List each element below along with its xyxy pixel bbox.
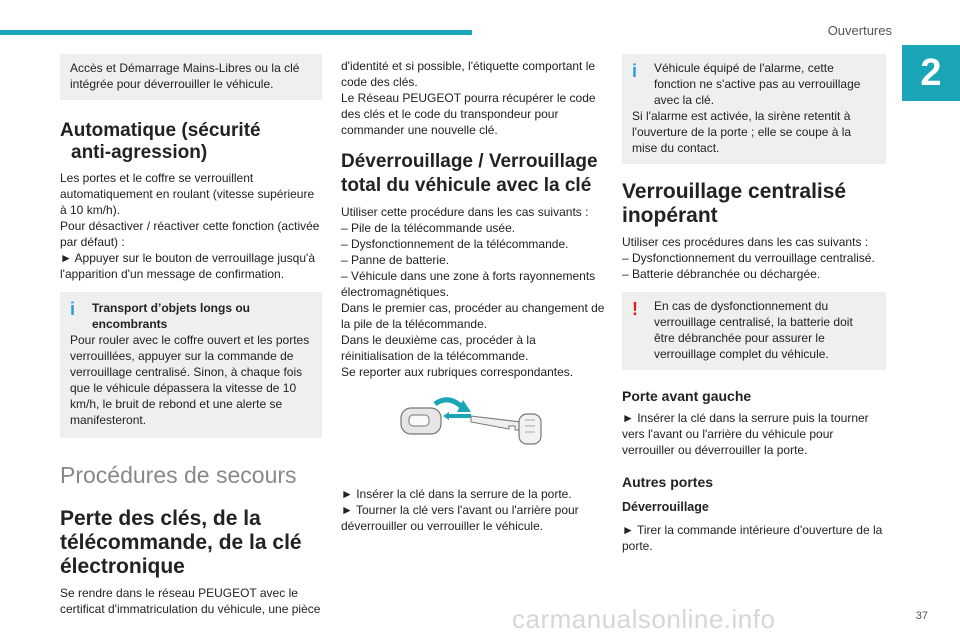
procedures-heading: Procédures de secours: [60, 462, 297, 488]
watermark-text: carmanualsonline.info: [512, 604, 776, 634]
section-title: Ouvertures: [827, 23, 892, 38]
lost-keys-heading: [60, 507, 322, 579]
front-door-heading: Porte avant gauche: [622, 388, 752, 404]
lost-keys-heading-line3: électronique: [60, 555, 185, 578]
warning-icon: !: [632, 299, 638, 319]
auto-heading-line1: Automatique (sécurité: [60, 120, 261, 141]
unlock-paragraph: ► Tirer la commande intérieure d'ouverture de la porte.: [622, 523, 883, 553]
total-unlock-heading-line2: total du véhicule avec la clé: [341, 175, 592, 196]
step-turn-key: ► Tourner la clé vers l'avant ou l'arrière pour déverrouiller ou verrouiller le véhicule.: [341, 503, 579, 533]
info-icon: i: [632, 61, 638, 81]
alarm-info-text-2: Si l'alarme est activée, la sirène retentit à l'ouverture de la porte ; elle se coupe à la mise du contact.: [632, 109, 852, 155]
auto-paragraph-1: Les portes et le coffre se verrouillent automatiquement en roulant (vitesse supérieure à 10 km/h).: [60, 171, 315, 217]
header-accent-bar: [0, 30, 472, 35]
case-item-3: – Panne de batterie.: [341, 253, 450, 267]
central-lock-heading-line1: Verrouillage centralisé: [622, 180, 847, 203]
auto-heading: [60, 120, 322, 164]
central-lock-item-1: – Dysfonctionnement du verrouillage centralisé.: [622, 251, 875, 265]
intro-note-box: [60, 54, 322, 100]
refer-instruction: Se reporter aux rubriques correspondantes.: [341, 365, 574, 379]
chapter-number-tab: 2: [902, 45, 960, 101]
front-door-paragraph: ► Insérer la clé dans la serrure puis la tourner vers l'avant ou l'arrière du véhicule pour verrouiller ou déverrouiller la porte.: [622, 411, 869, 457]
info-icon: i: [70, 299, 76, 319]
info-box-title: Transport d’objets longs ou encombrants: [92, 301, 251, 331]
case-item-1: – Pile de la télécommande usée.: [341, 221, 516, 235]
auto-section: [60, 120, 322, 282]
central-lock-heading: [622, 180, 886, 228]
alarm-info-box: [622, 54, 886, 164]
page-number: 37: [915, 610, 928, 622]
total-unlock-heading: [341, 150, 605, 198]
step-insert-key: ► Insérer la clé dans la serrure de la porte.: [341, 487, 572, 501]
central-lock-intro: Utiliser ces procédures dans les cas suivants :: [622, 235, 869, 249]
case-item-4: – Véhicule dans une zone à forts rayonnements électromagnétiques.: [341, 269, 596, 299]
info-box-body: Pour rouler avec le coffre ouvert et les portes verrouillées, appuyer sur la commande de verrouillage centralisé. Sinon, à chaque fois que le véhicule dépassera la vitesse de 10 km/h, le bruit de rebond et une alerte se manifesteront.: [70, 333, 310, 427]
battery-warning-box: [622, 292, 886, 370]
central-lock-item-2: – Batterie débranchée ou déchargée.: [622, 267, 821, 281]
auto-paragraph-3: ► Appuyer sur le bouton de verrouillage jusqu'à l'apparition d'un message de confirmation.: [60, 251, 315, 281]
intro-note-text: Accès et Démarrage Mains-Libres ou la clé intégrée pour déverrouiller le véhicule.: [70, 61, 300, 91]
central-lock-heading-line2: inopérant: [622, 204, 718, 227]
column-middle: [341, 58, 605, 534]
lost-keys-heading-line2: télécommande, de la clé: [60, 531, 302, 554]
lost-keys-paragraph: Se rendre dans le réseau PEUGEOT avec le certificat d'immatriculation du véhicule, une pièce: [60, 586, 321, 616]
alarm-info-text-1: Véhicule équipé de l'alarme, cette fonction ne s'active pas au verrouillage avec la clé.: [654, 61, 861, 107]
total-unlock-heading-line1: Déverrouillage / Verrouillage: [341, 151, 598, 172]
column-left: [60, 54, 322, 617]
auto-heading-line2: anti-agression): [71, 142, 208, 163]
lost-keys-heading-line1: Perte des clés, de la: [60, 507, 261, 530]
info-box-long-objects: [60, 292, 322, 438]
total-unlock-intro: Utiliser cette procédure dans les cas suivants :: [341, 205, 589, 219]
case-item-2: – Dysfonctionnement de la télécommande.: [341, 237, 569, 251]
unlock-subheading: Déverrouillage: [622, 500, 709, 514]
key-lock-icon: [383, 396, 563, 452]
case-1-instruction: Dans le premier cas, procéder au changement de la pile de la télécommande.: [341, 301, 605, 331]
case-2-instruction: Dans le deuxième cas, procéder à la réinitialisation de la télécommande.: [341, 333, 536, 363]
column-right: [622, 54, 886, 554]
key-in-lock-illustration: [341, 394, 605, 454]
other-doors-heading: Autres portes: [622, 474, 714, 490]
continued-paragraph-1: d'identité et si possible, l'étiquette comportant le code des clés.: [341, 59, 596, 89]
battery-warning-text: En cas de dysfonctionnement du verrouillage centralisé, la batterie doit être débranchée pour assurer le verrouillage complet du véhicule.: [654, 299, 853, 361]
auto-paragraph-2: Pour désactiver / réactiver cette fonction (activée par défaut) :: [60, 219, 320, 249]
continued-paragraph-2: Le Réseau PEUGEOT pourra récupérer le code des clés et le code du transpondeur pour commander une nouvelle clé.: [341, 91, 596, 137]
